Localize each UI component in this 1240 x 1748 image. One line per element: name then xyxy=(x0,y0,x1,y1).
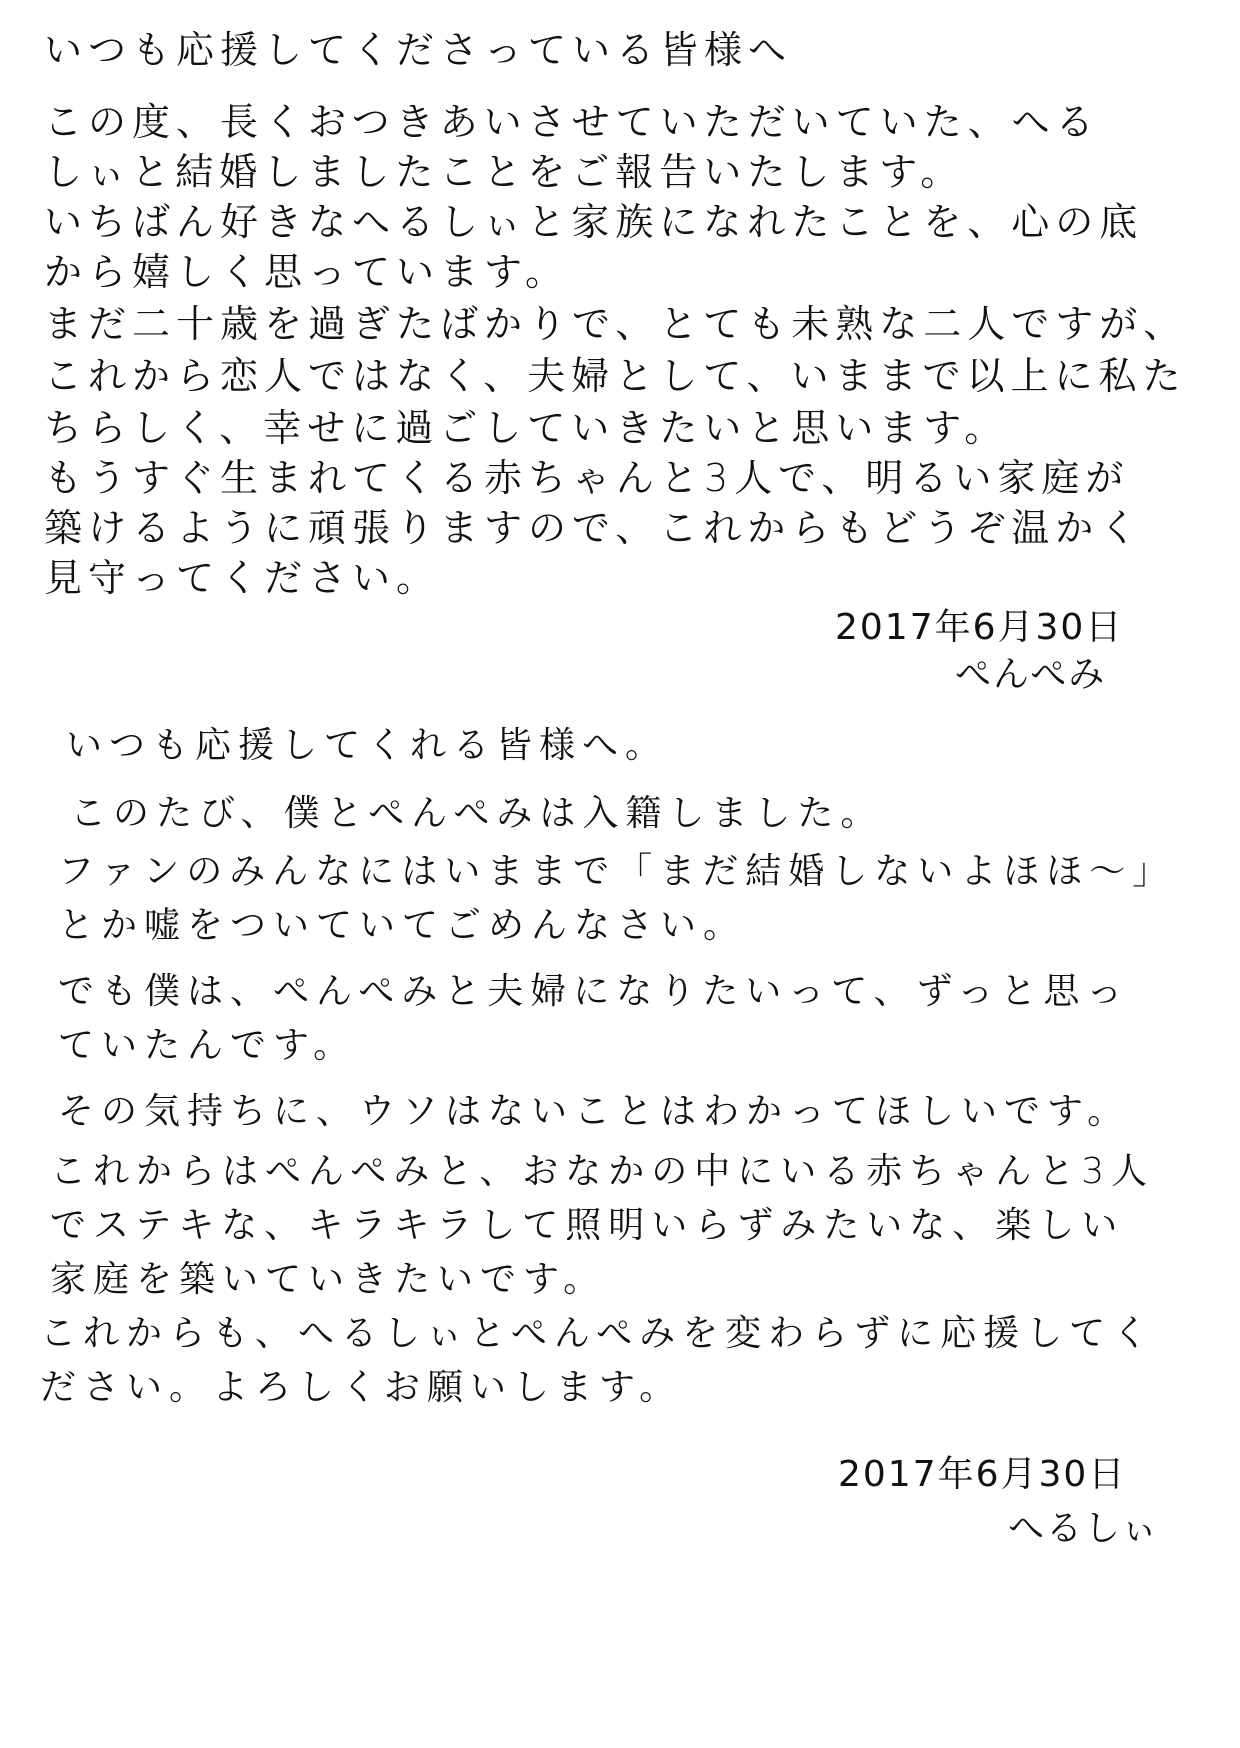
letter1-greeting: いつも応援してくださっている皆様へ xyxy=(44,28,793,72)
letter1-line: 築けるように頑張りますので、これからもどうぞ温かく xyxy=(44,506,1144,550)
letter2-line: でも僕は、ぺんぺみと夫婦になりたいって、ずっと思っ xyxy=(58,971,1130,1012)
letter2-date: 2017年6月30日 xyxy=(838,1454,1127,1495)
letter1-signature: ぺんぺみ xyxy=(955,654,1107,695)
letter2-line: これからはぺんぺみと、おなかの中にいる赤ちゃんと3人 xyxy=(50,1151,1155,1192)
letter1-line: これから恋人ではなく、夫婦として、いままで以上に私た xyxy=(44,354,1187,398)
letter1-line: この度、長くおつきあいさせていただいていた、へる xyxy=(44,100,1100,144)
letter1-line: もうすぐ生まれてくる赤ちゃんと3人で、明るい家庭が xyxy=(44,456,1130,500)
letter2-line: ファンのみんなにはいままで「まだ結婚しないよほほ～」 xyxy=(58,851,1176,892)
letter1-line: ちらしく、幸せに過ごしていきたいと思います。 xyxy=(44,406,1009,450)
letter1-line: いちばん好きなへるしぃと家族になれたことを、心の底 xyxy=(44,200,1144,244)
letter1-line: から嬉しく思っています。 xyxy=(44,250,569,294)
letter2-line: とか嘘をついていてごめんなさい。 xyxy=(58,905,747,946)
letter2-line: これからも、へるしぃとぺんぺみを変わらずに応援してく xyxy=(40,1313,1156,1354)
letter2-signature: へるしぃ xyxy=(1008,1508,1160,1549)
letter2-greeting: いつも応援してくれる皆様へ。 xyxy=(66,725,669,766)
letter2-line: このたび、僕とぺんぺみは入籍しました。 xyxy=(70,793,884,834)
letter1-line: 見守ってください。 xyxy=(44,556,441,600)
letter1-line: まだ二十歳を過ぎたばかりで、とても未熟な二人ですが、 xyxy=(44,302,1188,346)
letter2-line: ださい。よろしくお願いします。 xyxy=(40,1367,683,1408)
letter1-date: 2017年6月30日 xyxy=(835,607,1124,648)
letter2-line: 家庭を築いていきたいです。 xyxy=(50,1259,607,1300)
letter2-line: ていたんです。 xyxy=(58,1025,357,1066)
letter2-line: でステキな、キラキラして照明いらずみたいな、楽しい xyxy=(50,1205,1125,1246)
letter2-line: その気持ちに、ウソはないことはわかってほしいです。 xyxy=(58,1091,1131,1132)
letter1-line: しぃと結婚しましたことをご報告いたします。 xyxy=(44,150,965,194)
